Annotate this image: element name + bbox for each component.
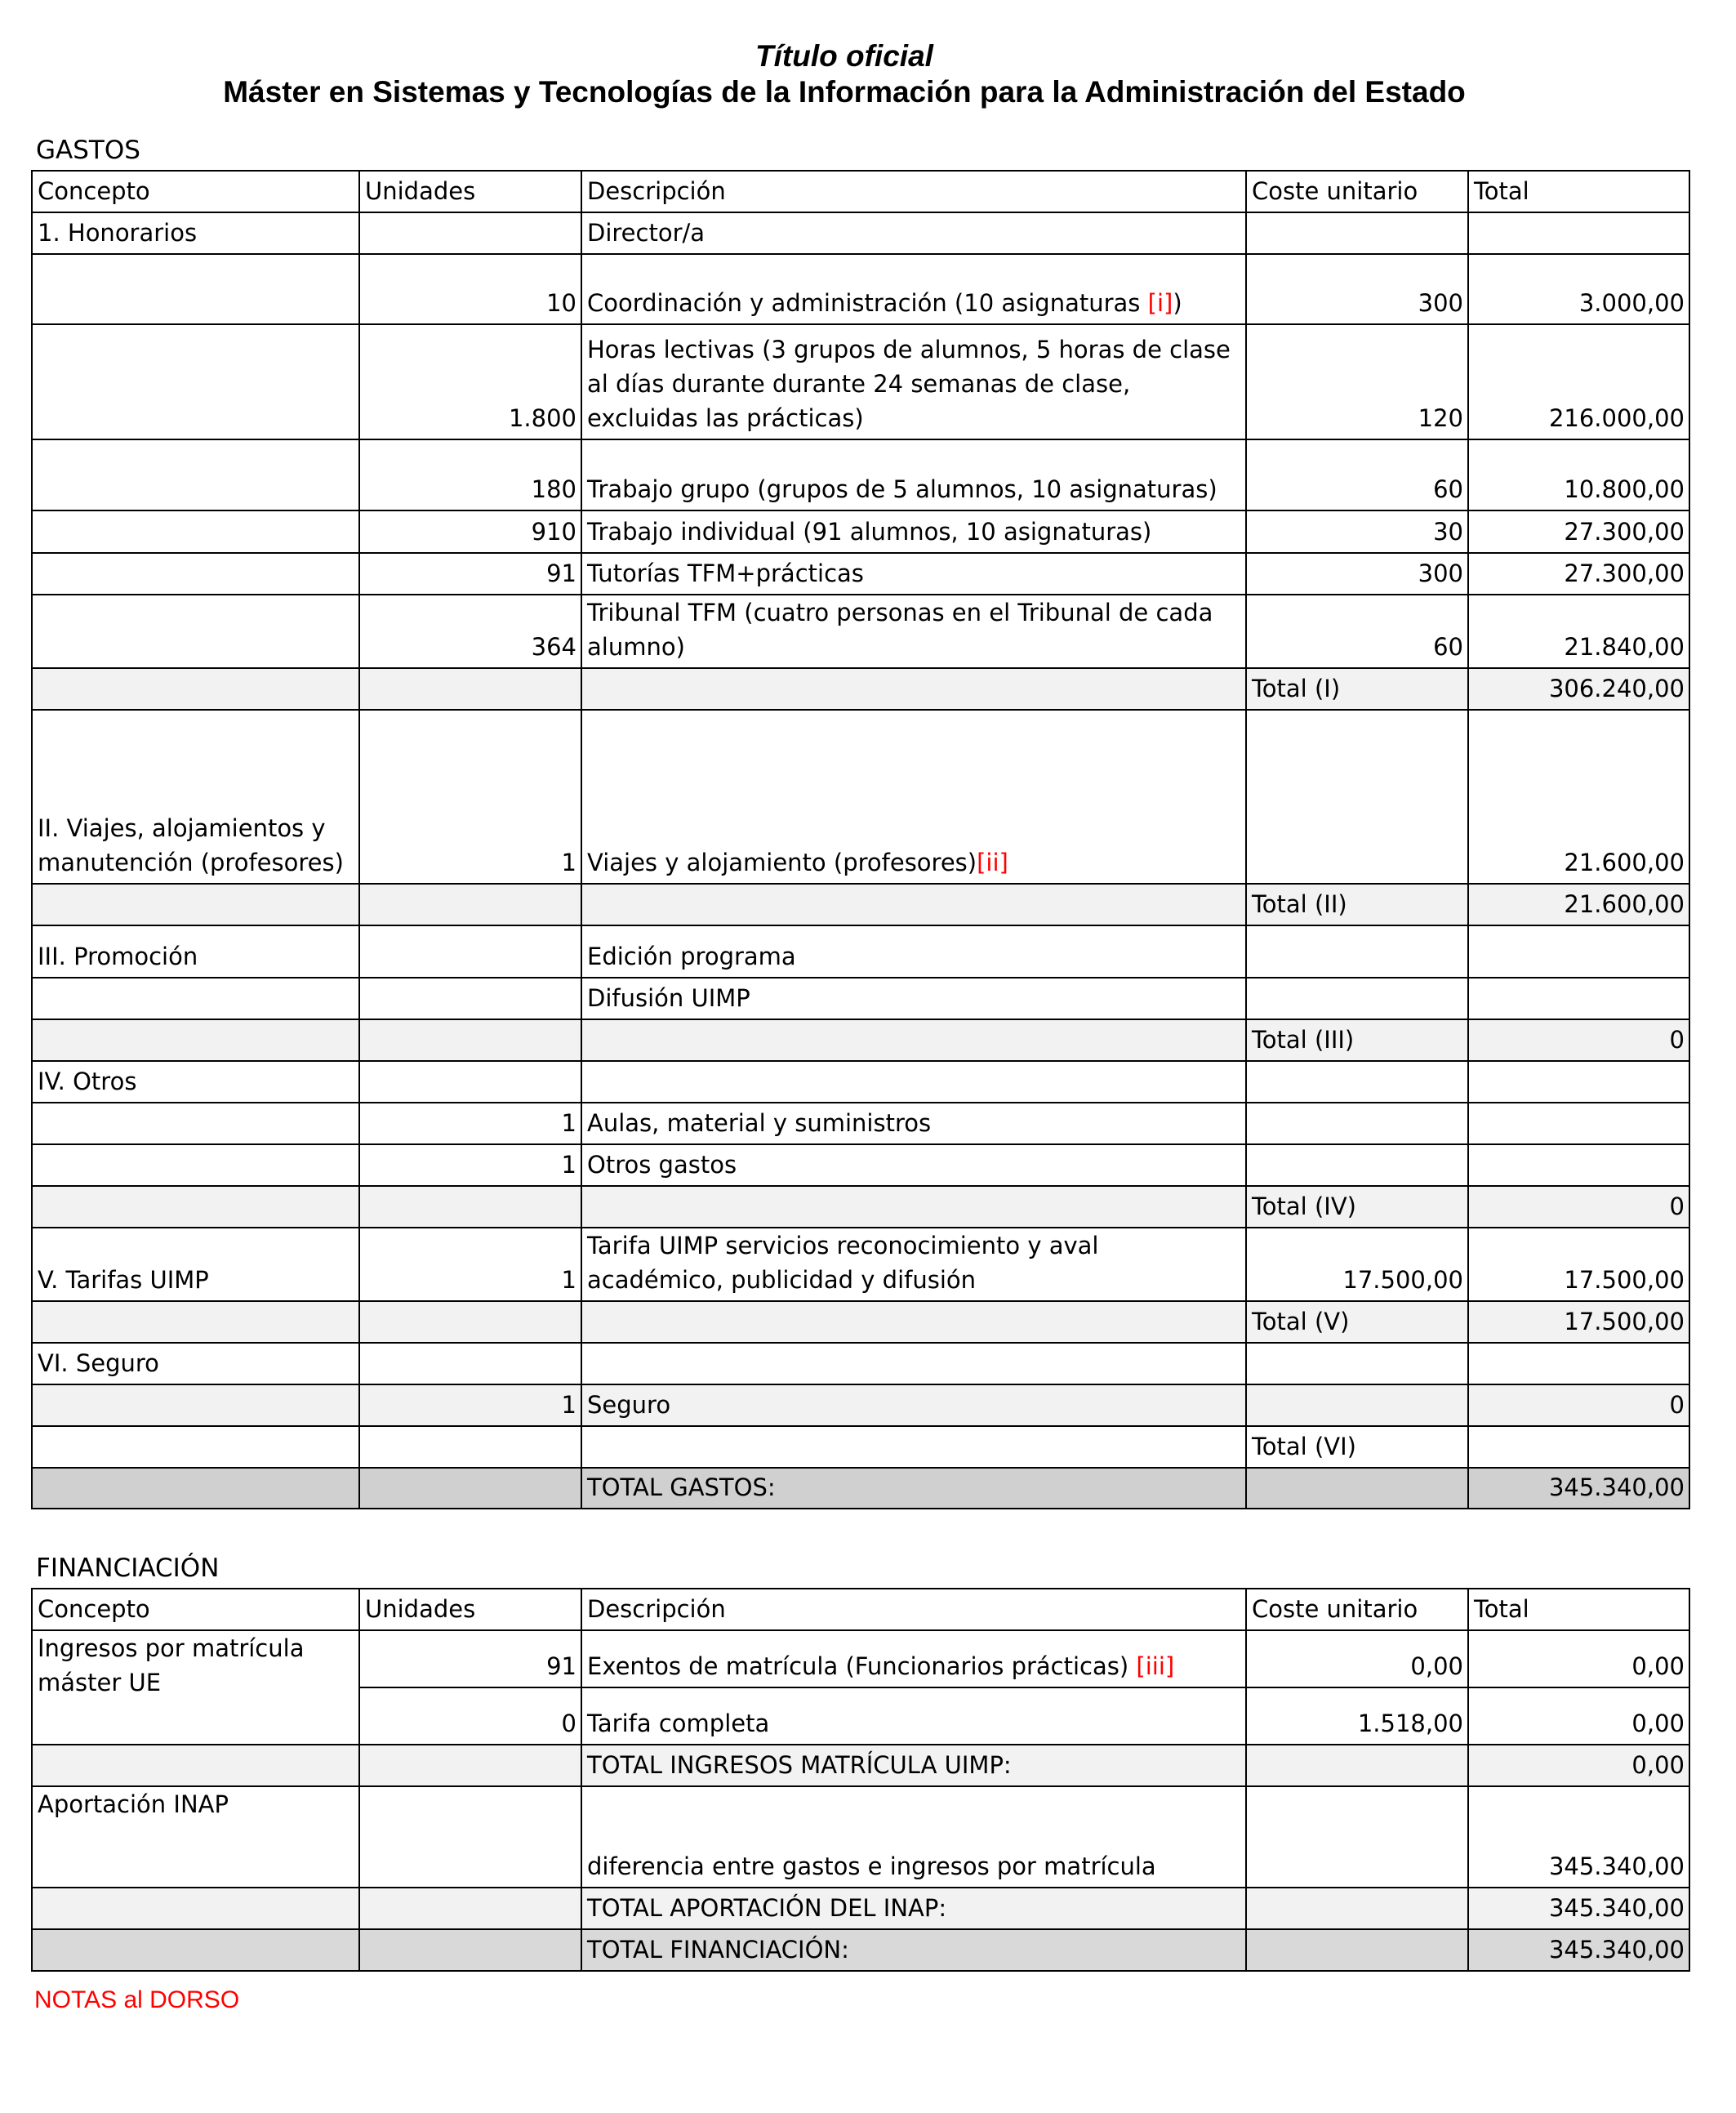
cell-coste xyxy=(1246,925,1468,978)
cell-total: 21.840,00 xyxy=(1468,595,1689,668)
cell-concepto xyxy=(32,1888,359,1929)
cell-subtotal-label: Total (II) xyxy=(1246,884,1468,925)
financiacion-table xyxy=(31,1588,1690,1972)
cell-concepto xyxy=(32,1144,359,1186)
description-text: Exentos de matrícula (Funcionarios prácticas) xyxy=(587,1652,1137,1680)
cell-total xyxy=(1468,1144,1689,1186)
cell-unidades xyxy=(359,925,581,978)
header-descripcion: Descripción xyxy=(581,1589,1246,1630)
cell-coste: 120 xyxy=(1246,324,1468,439)
cell-concepto xyxy=(32,884,359,925)
gastos-header-row xyxy=(32,171,1689,212)
notes-link[interactable]: NOTAS al DORSO xyxy=(34,1986,240,2013)
financiacion-header-row xyxy=(32,1589,1689,1630)
cell-unidades xyxy=(359,1426,581,1468)
subtotal-row xyxy=(32,668,1689,710)
cell-unidades: 1 xyxy=(359,1384,581,1426)
cell-concepto xyxy=(32,254,359,324)
cell-unidades xyxy=(359,1888,581,1929)
cell-total: 27.300,00 xyxy=(1468,510,1689,553)
gastos-table xyxy=(31,170,1690,1509)
cell-concepto xyxy=(32,978,359,1019)
cell-total: 17.500,00 xyxy=(1468,1301,1689,1343)
header-total: Total xyxy=(1468,1589,1689,1630)
cell-coste xyxy=(1246,1929,1468,1971)
cell-descripcion: Trabajo grupo (grupos de 5 alumnos, 10 asignaturas) xyxy=(581,439,1246,510)
header-total: Total xyxy=(1468,171,1689,212)
cell-descripcion xyxy=(581,668,1246,710)
cell-concepto xyxy=(32,1301,359,1343)
cell-total: 345.340,00 xyxy=(1468,1929,1689,1971)
header-coste-unitario: Coste unitario xyxy=(1246,171,1468,212)
subtotal-row xyxy=(32,1888,1689,1929)
cell-concepto xyxy=(32,1426,359,1468)
cell-descripcion xyxy=(581,1343,1246,1384)
cell-concepto: IV. Otros xyxy=(32,1061,359,1103)
cell-concepto: Aportación INAP xyxy=(32,1786,359,1888)
cell-total xyxy=(1468,978,1689,1019)
table-row xyxy=(32,1630,1689,1687)
cell-unidades: 1 xyxy=(359,1144,581,1186)
cell-unidades: 180 xyxy=(359,439,581,510)
table-row xyxy=(32,1061,1689,1103)
cell-coste: 17.500,00 xyxy=(1246,1228,1468,1301)
cell-unidades xyxy=(359,1929,581,1971)
cell-total: 17.500,00 xyxy=(1468,1228,1689,1301)
cell-unidades: 910 xyxy=(359,510,581,553)
table-row xyxy=(32,978,1689,1019)
table-row xyxy=(32,1786,1689,1888)
table-row xyxy=(32,254,1689,324)
cell-descripcion xyxy=(581,1186,1246,1228)
cell-descripcion: Difusión UIMP xyxy=(581,978,1246,1019)
cell-total: 345.340,00 xyxy=(1468,1888,1689,1929)
cell-descripcion: Seguro xyxy=(581,1384,1246,1426)
cell-concepto xyxy=(32,1019,359,1061)
cell-coste xyxy=(1246,1144,1468,1186)
subtotal-row xyxy=(32,1301,1689,1343)
cell-coste: 0,00 xyxy=(1246,1630,1468,1687)
cell-total: 0,00 xyxy=(1468,1687,1689,1745)
cell-subtotal-label: Total (III) xyxy=(1246,1019,1468,1061)
cell-total: 0 xyxy=(1468,1186,1689,1228)
cell-unidades: 91 xyxy=(359,553,581,595)
cell-unidades xyxy=(359,1061,581,1103)
cell-total: 306.240,00 xyxy=(1468,668,1689,710)
cell-concepto xyxy=(32,510,359,553)
cell-coste: 60 xyxy=(1246,439,1468,510)
cell-descripcion: Tarifa completa xyxy=(581,1687,1246,1745)
header-unidades: Unidades xyxy=(359,1589,581,1630)
cell-unidades xyxy=(359,1343,581,1384)
cell-coste xyxy=(1246,1468,1468,1509)
cell-unidades xyxy=(359,1786,581,1888)
cell-unidades xyxy=(359,884,581,925)
cell-coste: 60 xyxy=(1246,595,1468,668)
gastos-section-label: GASTOS xyxy=(36,136,140,165)
cell-total xyxy=(1468,1061,1689,1103)
cell-concepto: V. Tarifas UIMP xyxy=(32,1228,359,1301)
cell-unidades: 0 xyxy=(359,1687,581,1745)
cell-descripcion: Tribunal TFM (cuatro personas en el Tribunal de cada alumno) xyxy=(581,595,1246,668)
cell-descripcion: diferencia entre gastos e ingresos por matrícula xyxy=(581,1786,1246,1888)
cell-unidades: 364 xyxy=(359,595,581,668)
cell-concepto xyxy=(32,439,359,510)
table-row xyxy=(32,1343,1689,1384)
subtotal-row xyxy=(32,1426,1689,1468)
table-row xyxy=(32,595,1689,668)
cell-total-label: TOTAL FINANCIACIÓN: xyxy=(581,1929,1246,1971)
cell-descripcion: Horas lectivas (3 grupos de alumnos, 5 horas de clase al días durante durante 24 semanas de clase, excluidas las prácticas) xyxy=(581,324,1246,439)
cell-unidades: 1 xyxy=(359,1228,581,1301)
description-text: Viajes y alojamiento (profesores) xyxy=(587,849,977,876)
cell-coste xyxy=(1246,1061,1468,1103)
cell-total: 345.340,00 xyxy=(1468,1786,1689,1888)
cell-total: 345.340,00 xyxy=(1468,1468,1689,1509)
cell-descripcion xyxy=(581,254,1246,324)
table-row xyxy=(32,212,1689,254)
cell-total-label: TOTAL GASTOS: xyxy=(581,1468,1246,1509)
description-text: Coordinación y administración (10 asignaturas xyxy=(587,289,1148,317)
header-concepto: Concepto xyxy=(32,171,359,212)
cell-coste: 300 xyxy=(1246,254,1468,324)
cell-unidades: 10 xyxy=(359,254,581,324)
table-row xyxy=(32,439,1689,510)
cell-coste xyxy=(1246,1786,1468,1888)
title-line-2: Máster en Sistemas y Tecnologías de la Información para la Administración del Estado xyxy=(223,75,1466,109)
cell-unidades: 91 xyxy=(359,1630,581,1687)
subtotal-row xyxy=(32,1019,1689,1061)
footnote-ref[interactable]: [iii] xyxy=(1136,1652,1175,1680)
title-line-1: Título oficial xyxy=(755,39,933,73)
cell-descripcion: Aulas, material y suministros xyxy=(581,1103,1246,1144)
cell-concepto: Ingresos por matrícula máster UE xyxy=(32,1630,359,1745)
cell-subtotal-label: Total (VI) xyxy=(1246,1426,1468,1468)
table-row xyxy=(32,710,1689,884)
table-row xyxy=(32,324,1689,439)
cell-total xyxy=(1468,1103,1689,1144)
cell-unidades xyxy=(359,1468,581,1509)
cell-concepto: 1. Honorarios xyxy=(32,212,359,254)
cell-total xyxy=(1468,925,1689,978)
cell-concepto xyxy=(32,1468,359,1509)
cell-concepto xyxy=(32,1745,359,1786)
cell-total: 0 xyxy=(1468,1019,1689,1061)
cell-descripcion xyxy=(581,1019,1246,1061)
cell-concepto: III. Promoción xyxy=(32,925,359,978)
cell-coste xyxy=(1246,1888,1468,1929)
cell-coste xyxy=(1246,1343,1468,1384)
cell-total: 0 xyxy=(1468,1384,1689,1426)
cell-total: 0,00 xyxy=(1468,1630,1689,1687)
header-concepto: Concepto xyxy=(32,1589,359,1630)
cell-descripcion xyxy=(581,1301,1246,1343)
table-row xyxy=(32,510,1689,553)
cell-coste: 300 xyxy=(1246,553,1468,595)
cell-total: 0,00 xyxy=(1468,1745,1689,1786)
cell-descripcion xyxy=(581,884,1246,925)
header-coste-unitario: Coste unitario xyxy=(1246,1589,1468,1630)
description-text-after: ) xyxy=(1173,289,1182,317)
financiacion-section-label: FINANCIACIÓN xyxy=(36,1554,220,1583)
cell-concepto xyxy=(32,595,359,668)
cell-descripcion: Otros gastos xyxy=(581,1144,1246,1186)
cell-unidades: 1 xyxy=(359,1103,581,1144)
cell-total xyxy=(1468,212,1689,254)
table-row xyxy=(32,1103,1689,1144)
footnote-ref[interactable]: [ii] xyxy=(977,849,1008,876)
cell-descripcion: Tarifa UIMP servicios reconocimiento y aval académico, publicidad y difusión xyxy=(581,1228,1246,1301)
table-row xyxy=(32,1228,1689,1301)
subtotal-row xyxy=(32,1186,1689,1228)
cell-total: 3.000,00 xyxy=(1468,254,1689,324)
cell-total: 27.300,00 xyxy=(1468,553,1689,595)
total-gastos-row xyxy=(32,1468,1689,1509)
cell-subtotal-label: Total (IV) xyxy=(1246,1186,1468,1228)
cell-coste: 1.518,00 xyxy=(1246,1687,1468,1745)
cell-total xyxy=(1468,1343,1689,1384)
cell-concepto xyxy=(32,553,359,595)
cell-total: 21.600,00 xyxy=(1468,710,1689,884)
cell-total: 10.800,00 xyxy=(1468,439,1689,510)
cell-coste xyxy=(1246,212,1468,254)
footnote-ref[interactable]: [i] xyxy=(1147,289,1173,317)
cell-concepto xyxy=(32,324,359,439)
cell-unidades xyxy=(359,668,581,710)
cell-concepto xyxy=(32,1103,359,1144)
subtotal-row xyxy=(32,1745,1689,1786)
cell-total-label: TOTAL APORTACIÓN DEL INAP: xyxy=(581,1888,1246,1929)
cell-total: 216.000,00 xyxy=(1468,324,1689,439)
cell-descripcion xyxy=(581,1061,1246,1103)
cell-concepto xyxy=(32,1384,359,1426)
cell-total: 21.600,00 xyxy=(1468,884,1689,925)
cell-unidades xyxy=(359,1301,581,1343)
cell-subtotal-label: Total (V) xyxy=(1246,1301,1468,1343)
cell-unidades xyxy=(359,1186,581,1228)
cell-concepto: II. Viajes, alojamientos y manutención (profesores) xyxy=(32,710,359,884)
cell-total-label: TOTAL INGRESOS MATRÍCULA UIMP: xyxy=(581,1745,1246,1786)
cell-descripcion: Tutorías TFM+prácticas xyxy=(581,553,1246,595)
cell-unidades: 1.800 xyxy=(359,324,581,439)
cell-descripcion xyxy=(581,710,1246,884)
cell-descripcion: Director/a xyxy=(581,212,1246,254)
cell-unidades xyxy=(359,1745,581,1786)
cell-descripcion xyxy=(581,1630,1246,1687)
cell-subtotal-label: Total (I) xyxy=(1246,668,1468,710)
cell-concepto: VI. Seguro xyxy=(32,1343,359,1384)
total-financiacion-row xyxy=(32,1929,1689,1971)
cell-coste xyxy=(1246,710,1468,884)
cell-unidades xyxy=(359,1019,581,1061)
header-unidades: Unidades xyxy=(359,171,581,212)
cell-coste xyxy=(1246,1745,1468,1786)
cell-concepto xyxy=(32,668,359,710)
cell-unidades xyxy=(359,212,581,254)
cell-descripcion xyxy=(581,1426,1246,1468)
table-row xyxy=(32,925,1689,978)
cell-unidades xyxy=(359,978,581,1019)
cell-coste xyxy=(1246,978,1468,1019)
cell-total xyxy=(1468,1426,1689,1468)
cell-descripcion: Trabajo individual (91 alumnos, 10 asignaturas) xyxy=(581,510,1246,553)
cell-coste: 30 xyxy=(1246,510,1468,553)
table-row xyxy=(32,553,1689,595)
table-row xyxy=(32,1384,1689,1426)
header-descripcion: Descripción xyxy=(581,171,1246,212)
cell-concepto xyxy=(32,1929,359,1971)
cell-unidades: 1 xyxy=(359,710,581,884)
cell-descripcion: Edición programa xyxy=(581,925,1246,978)
cell-coste xyxy=(1246,1103,1468,1144)
table-row xyxy=(32,1144,1689,1186)
cell-concepto xyxy=(32,1186,359,1228)
cell-coste xyxy=(1246,1384,1468,1426)
subtotal-row xyxy=(32,884,1689,925)
